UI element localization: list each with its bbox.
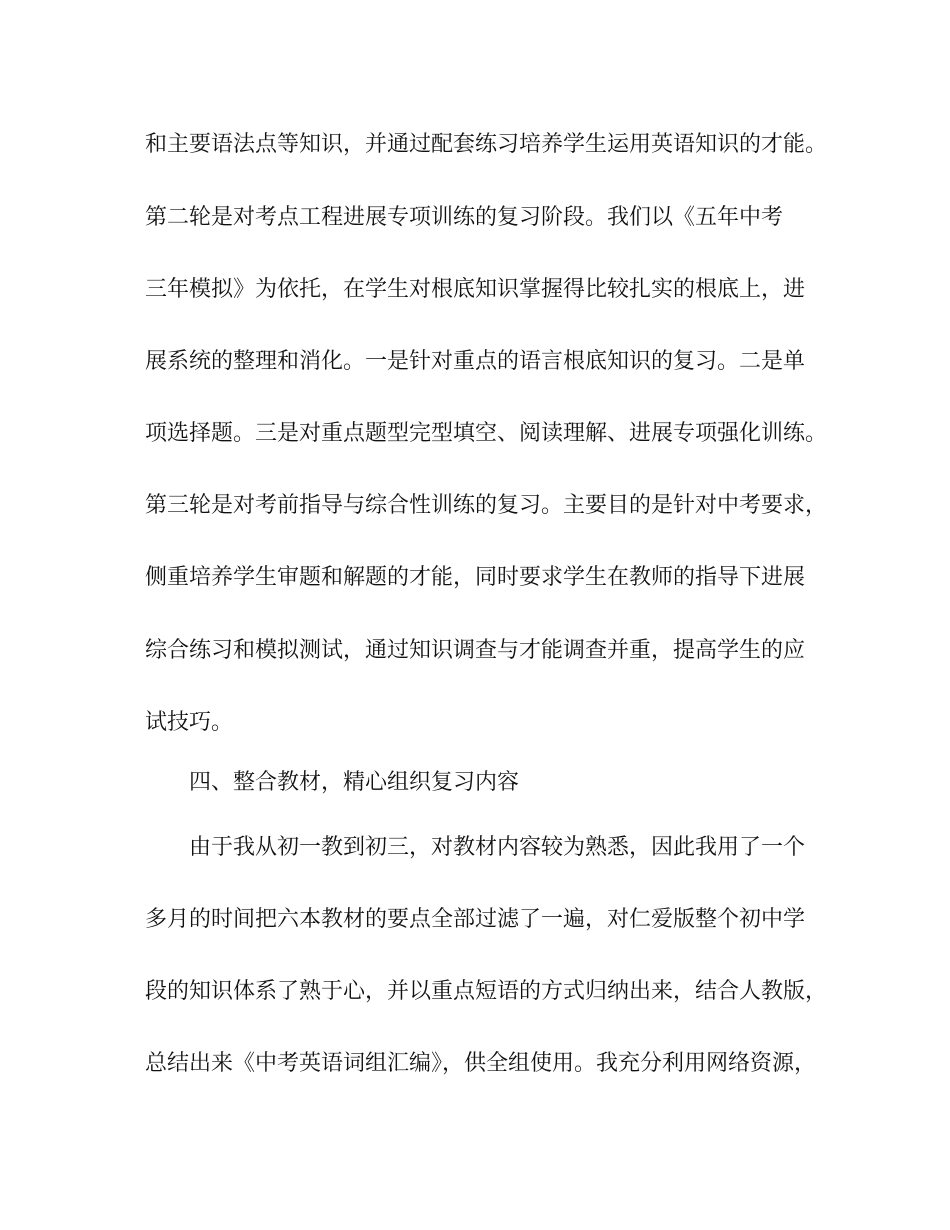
text-line: 展系统的整理和消化。一是针对重点的语言根底知识的复习。二是单 xyxy=(145,349,806,374)
text-line: 段的知识体系了熟于心，并以重点短语的方式归纳出来，结合人教版， xyxy=(145,979,828,1004)
text-line: 试技巧。 xyxy=(145,710,234,735)
text-line: 侧重培养学生审题和解题的才能，同时要求学生在教师的指导下进展 xyxy=(145,565,806,590)
text-line: 和主要语法点等知识，并通过配套练习培养学生运用英语知识的才能。 xyxy=(145,132,828,157)
text-line: 多月的时间把六本教材的要点全部过滤了一遍，对仁爱版整个初中学 xyxy=(145,907,806,932)
text-line: 项选择题。三是对重点题型完型填空、阅读理解、进展专项强化训练。 xyxy=(145,421,828,446)
text-line: 三年模拟》为依托，在学生对根底知识掌握得比较扎实的根底上，进 xyxy=(145,277,806,302)
text-line: 第三轮是对考前指导与综合性训练的复习。主要目的是针对中考要求， xyxy=(145,493,828,518)
text-line: 综合练习和模拟测试，通过知识调查与才能调查并重，提高学生的应 xyxy=(145,638,806,663)
section-heading: 四、整合教材，精心组织复习内容 xyxy=(189,770,520,795)
text-line: 由于我从初一教到初三，对教材内容较为熟悉，因此我用了一个 xyxy=(189,835,806,860)
text-line: 总结出来《中考英语词组汇编》，供全组使用。我充分利用网络资源， xyxy=(145,1051,817,1076)
text-line: 第二轮是对考点工程进展专项训练的复习阶段。我们以《五年中考 xyxy=(145,205,784,230)
